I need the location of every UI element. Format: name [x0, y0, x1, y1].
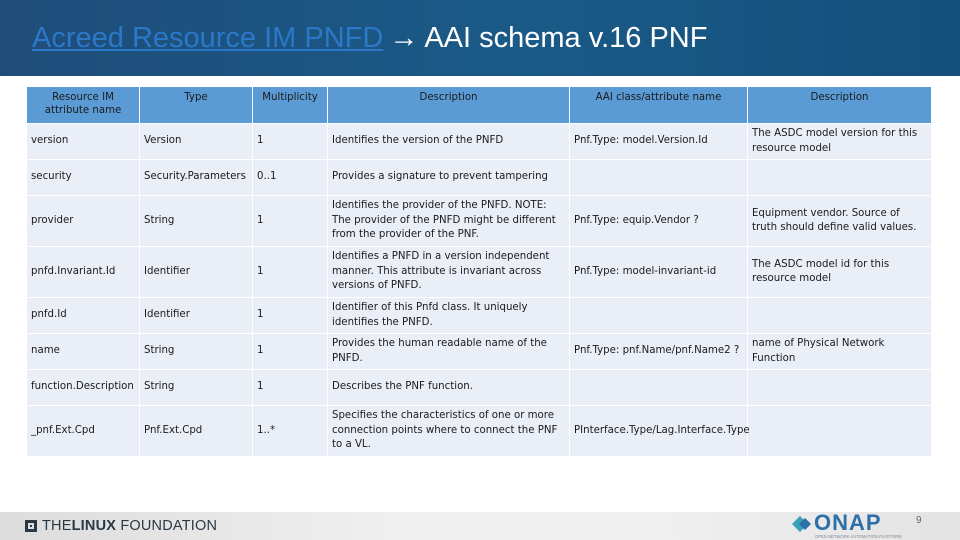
- cell-description: Provides the human readable name of the PNFD.: [328, 334, 569, 369]
- table-row: [27, 196, 931, 246]
- onap-logo: [790, 509, 914, 540]
- onap-tagline: OPEN NETWORK AUTOMATION PLATFORM: [815, 534, 902, 539]
- cell-aai-description: [748, 406, 931, 456]
- cell-aai-attribute: Pnf.Type: model.Version.Id: [570, 124, 747, 159]
- linux-foundation-logo: [24, 517, 217, 535]
- table-row: [27, 298, 931, 333]
- cell-aai-description: The ASDC model id for this resource model: [748, 247, 931, 297]
- cell-multiplicity: 0..1: [253, 160, 327, 195]
- cell-aai-description: The ASDC model version for this resource model: [748, 124, 931, 159]
- cell-multiplicity: 1: [253, 124, 327, 159]
- table-row: [27, 334, 931, 369]
- cell-type: Security.Parameters: [140, 160, 252, 195]
- table-row: [27, 370, 931, 405]
- cell-multiplicity: 1: [253, 370, 327, 405]
- cell-aai-attribute: [570, 298, 747, 333]
- cell-type: Identifier: [140, 247, 252, 297]
- header-type: Type: [140, 87, 252, 123]
- title-link[interactable]: Acreed Resource IM PNFD: [32, 22, 384, 54]
- header-description-aai: Description: [748, 87, 931, 123]
- cell-description: Describes the PNF function.: [328, 370, 569, 405]
- cell-attribute: security: [27, 160, 139, 195]
- cell-attribute: name: [27, 334, 139, 369]
- cell-description: Identifies the version of the PNFD: [328, 124, 569, 159]
- cell-type: String: [140, 196, 252, 246]
- page-number: 9: [916, 515, 922, 526]
- cell-multiplicity: 1: [253, 334, 327, 369]
- cell-attribute: version: [27, 124, 139, 159]
- cell-aai-description: name of Physical Network Function: [748, 334, 931, 369]
- header-resource-im-attribute: Resource IM attribute name: [27, 87, 139, 123]
- cell-multiplicity: 1: [253, 298, 327, 333]
- cell-aai-description: [748, 370, 931, 405]
- cell-type: Identifier: [140, 298, 252, 333]
- cell-attribute: pnfd.Invariant.Id: [27, 247, 139, 297]
- lf-text-foundation: FOUNDATION: [120, 518, 218, 534]
- cell-type: String: [140, 334, 252, 369]
- cell-type: Pnf.Ext.Cpd: [140, 406, 252, 456]
- cell-aai-description: [748, 298, 931, 333]
- cell-aai-attribute: Pnf.Type: equip.Vendor ?: [570, 196, 747, 246]
- title-rest: AAI schema v.16 PNF: [424, 22, 708, 54]
- onap-logo-text: ONAP: [814, 510, 882, 535]
- cell-description: Specifies the characteristics of one or more connection points where to connect the PNF to a VL.: [328, 406, 569, 456]
- header-description-im: Description: [328, 87, 569, 123]
- cell-multiplicity: 1: [253, 196, 327, 246]
- cell-aai-description: Equipment vendor. Source of truth should define valid values.: [748, 196, 931, 246]
- slide-title: [32, 18, 707, 58]
- onap-mark-icon: [792, 516, 811, 532]
- cell-description: Identifier of this Pnfd class. It uniquely identifies the PNFD.: [328, 298, 569, 333]
- table-row: [27, 406, 931, 456]
- cell-description: Identifies a PNFD in a version independent manner. This attribute is invariant across versions of PNFD.: [328, 247, 569, 297]
- cell-aai-attribute: PInterface.Type/Lag.Interface.Type: [570, 406, 747, 456]
- cell-description: Identifies the provider of the PNFD. NOTE: The provider of the PNFD might be different from the provider of the PNF.: [328, 196, 569, 246]
- lf-text-linux: LINUX: [71, 518, 117, 534]
- cell-multiplicity: 1..*: [253, 406, 327, 456]
- cell-aai-description: [748, 160, 931, 195]
- cell-aai-attribute: Pnf.Type: pnf.Name/pnf.Name2 ?: [570, 334, 747, 369]
- lf-text-the: THE: [42, 518, 72, 534]
- table-row: [27, 124, 931, 159]
- cell-description: Provides a signature to prevent tampering: [328, 160, 569, 195]
- cell-attribute: provider: [27, 196, 139, 246]
- header-multiplicity: Multiplicity: [253, 87, 327, 123]
- cell-aai-attribute: Pnf.Type: model-invariant-id: [570, 247, 747, 297]
- header-aai-class-attribute: AAI class/attribute name: [570, 87, 747, 123]
- cell-attribute: function.Description: [27, 370, 139, 405]
- cell-attribute: _pnf.Ext.Cpd: [27, 406, 139, 456]
- cell-multiplicity: 1: [253, 247, 327, 297]
- table-row: [27, 247, 931, 297]
- cell-attribute: pnfd.Id: [27, 298, 139, 333]
- cell-type: Version: [140, 124, 252, 159]
- cell-type: String: [140, 370, 252, 405]
- table-header-row: [27, 87, 931, 123]
- cell-aai-attribute: [570, 160, 747, 195]
- arrow-icon: →: [389, 22, 419, 54]
- table-row: [27, 160, 931, 195]
- linux-foundation-mark-icon: [24, 519, 38, 533]
- cell-aai-attribute: [570, 370, 747, 405]
- mapping-table: [26, 86, 930, 457]
